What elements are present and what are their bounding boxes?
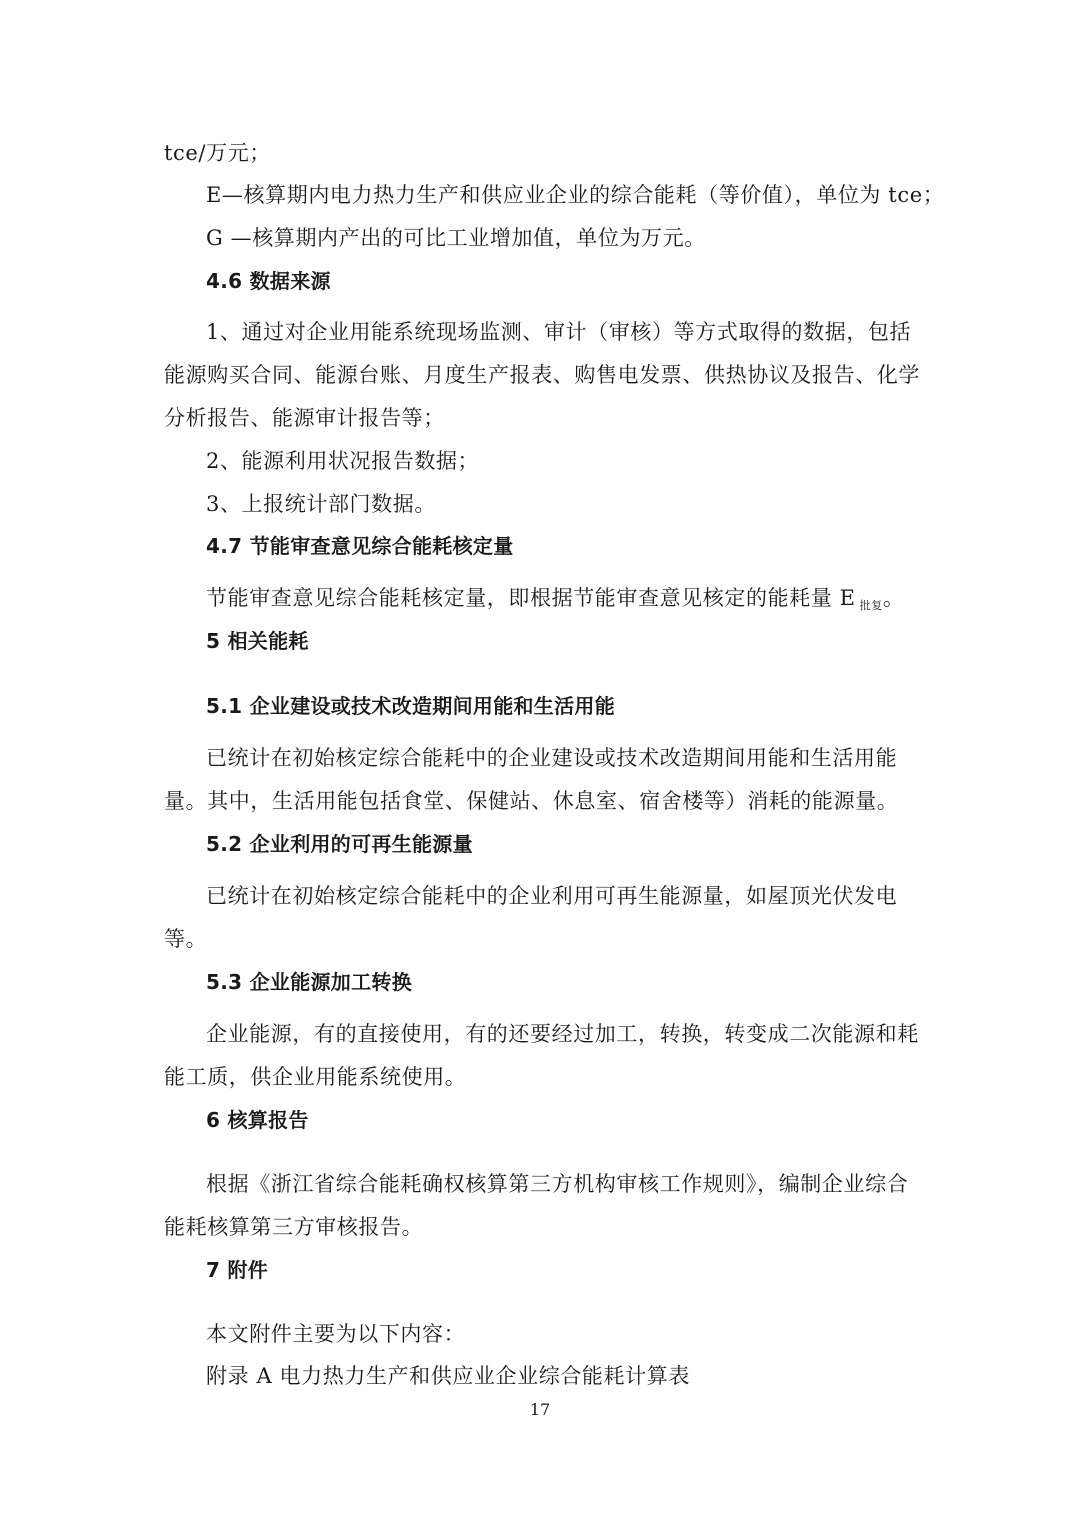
paragraph-line: G —核算期内产出的可比工业增加值，单位为万元。	[206, 226, 706, 250]
paragraph-line: 已统计在初始核定综合能耗中的企业利用可再生能源量，如屋顶光伏发电	[206, 884, 898, 908]
paragraph-line: 1、通过对企业用能系统现场监测、审计（审核）等方式取得的数据，包括	[206, 320, 912, 344]
paragraph-line: 2、能源利用状况报告数据；	[206, 449, 480, 473]
subscript-text: 批复	[859, 599, 883, 612]
paragraph-line	[206, 584, 924, 620]
section-heading-5-1: 5.1 企业建设或技术改造期间用能和生活用能	[206, 694, 615, 718]
paragraph-line: 3、上报统计部门数据。	[206, 492, 436, 516]
paragraph-line: 分析报告、能源审计报告等；	[164, 406, 445, 430]
section-heading-4-7: 4.7 节能审查意见综合能耗核定量	[206, 534, 514, 558]
paragraph-line: 附录 A 电力热力生产和供应业企业综合能耗计算表	[206, 1364, 690, 1388]
paragraph-text: 节能审查意见综合能耗核定量，即根据节能审查意见核定的能耗量 E	[206, 586, 856, 610]
paragraph-line: 等。	[164, 927, 208, 951]
section-heading-5-3: 5.3 企业能源加工转换	[206, 970, 412, 994]
section-heading-4-6: 4.6 数据来源	[206, 269, 331, 293]
paragraph-line: E—核算期内电力热力生产和供应业企业的综合能耗（等价值），单位为 tce；	[206, 183, 945, 207]
paragraph-line: 能源购买合同、能源台账、月度生产报表、购售电发票、供热协议及报告、化学	[164, 363, 920, 387]
section-heading-6: 6 核算报告	[206, 1108, 309, 1132]
section-heading-5-2: 5.2 企业利用的可再生能源量	[206, 832, 473, 856]
paragraph-text: 。	[882, 586, 905, 610]
paragraph-line: 企业能源，有的直接使用，有的还要经过加工，转换，转变成二次能源和耗	[206, 1022, 919, 1046]
paragraph-line: 根据《浙江省综合能耗确权核算第三方机构审核工作规则》，编制企业综合	[206, 1172, 909, 1196]
paragraph-line: tce/万元；	[164, 141, 271, 165]
page-number: 17	[529, 1400, 551, 1419]
paragraph-line: 能工质，供企业用能系统使用。	[164, 1065, 467, 1089]
paragraph-line: 本文附件主要为以下内容：	[206, 1322, 466, 1346]
paragraph-line: 能耗核算第三方审核报告。	[164, 1215, 424, 1239]
section-heading-7: 7 附件	[206, 1258, 269, 1282]
paragraph-line: 已统计在初始核定综合能耗中的企业建设或技术改造期间用能和生活用能	[206, 746, 898, 770]
paragraph-line: 量。其中，生活用能包括食堂、保健站、休息室、宿舍楼等）消耗的能源量。	[164, 789, 899, 813]
section-heading-5: 5 相关能耗	[206, 629, 309, 653]
